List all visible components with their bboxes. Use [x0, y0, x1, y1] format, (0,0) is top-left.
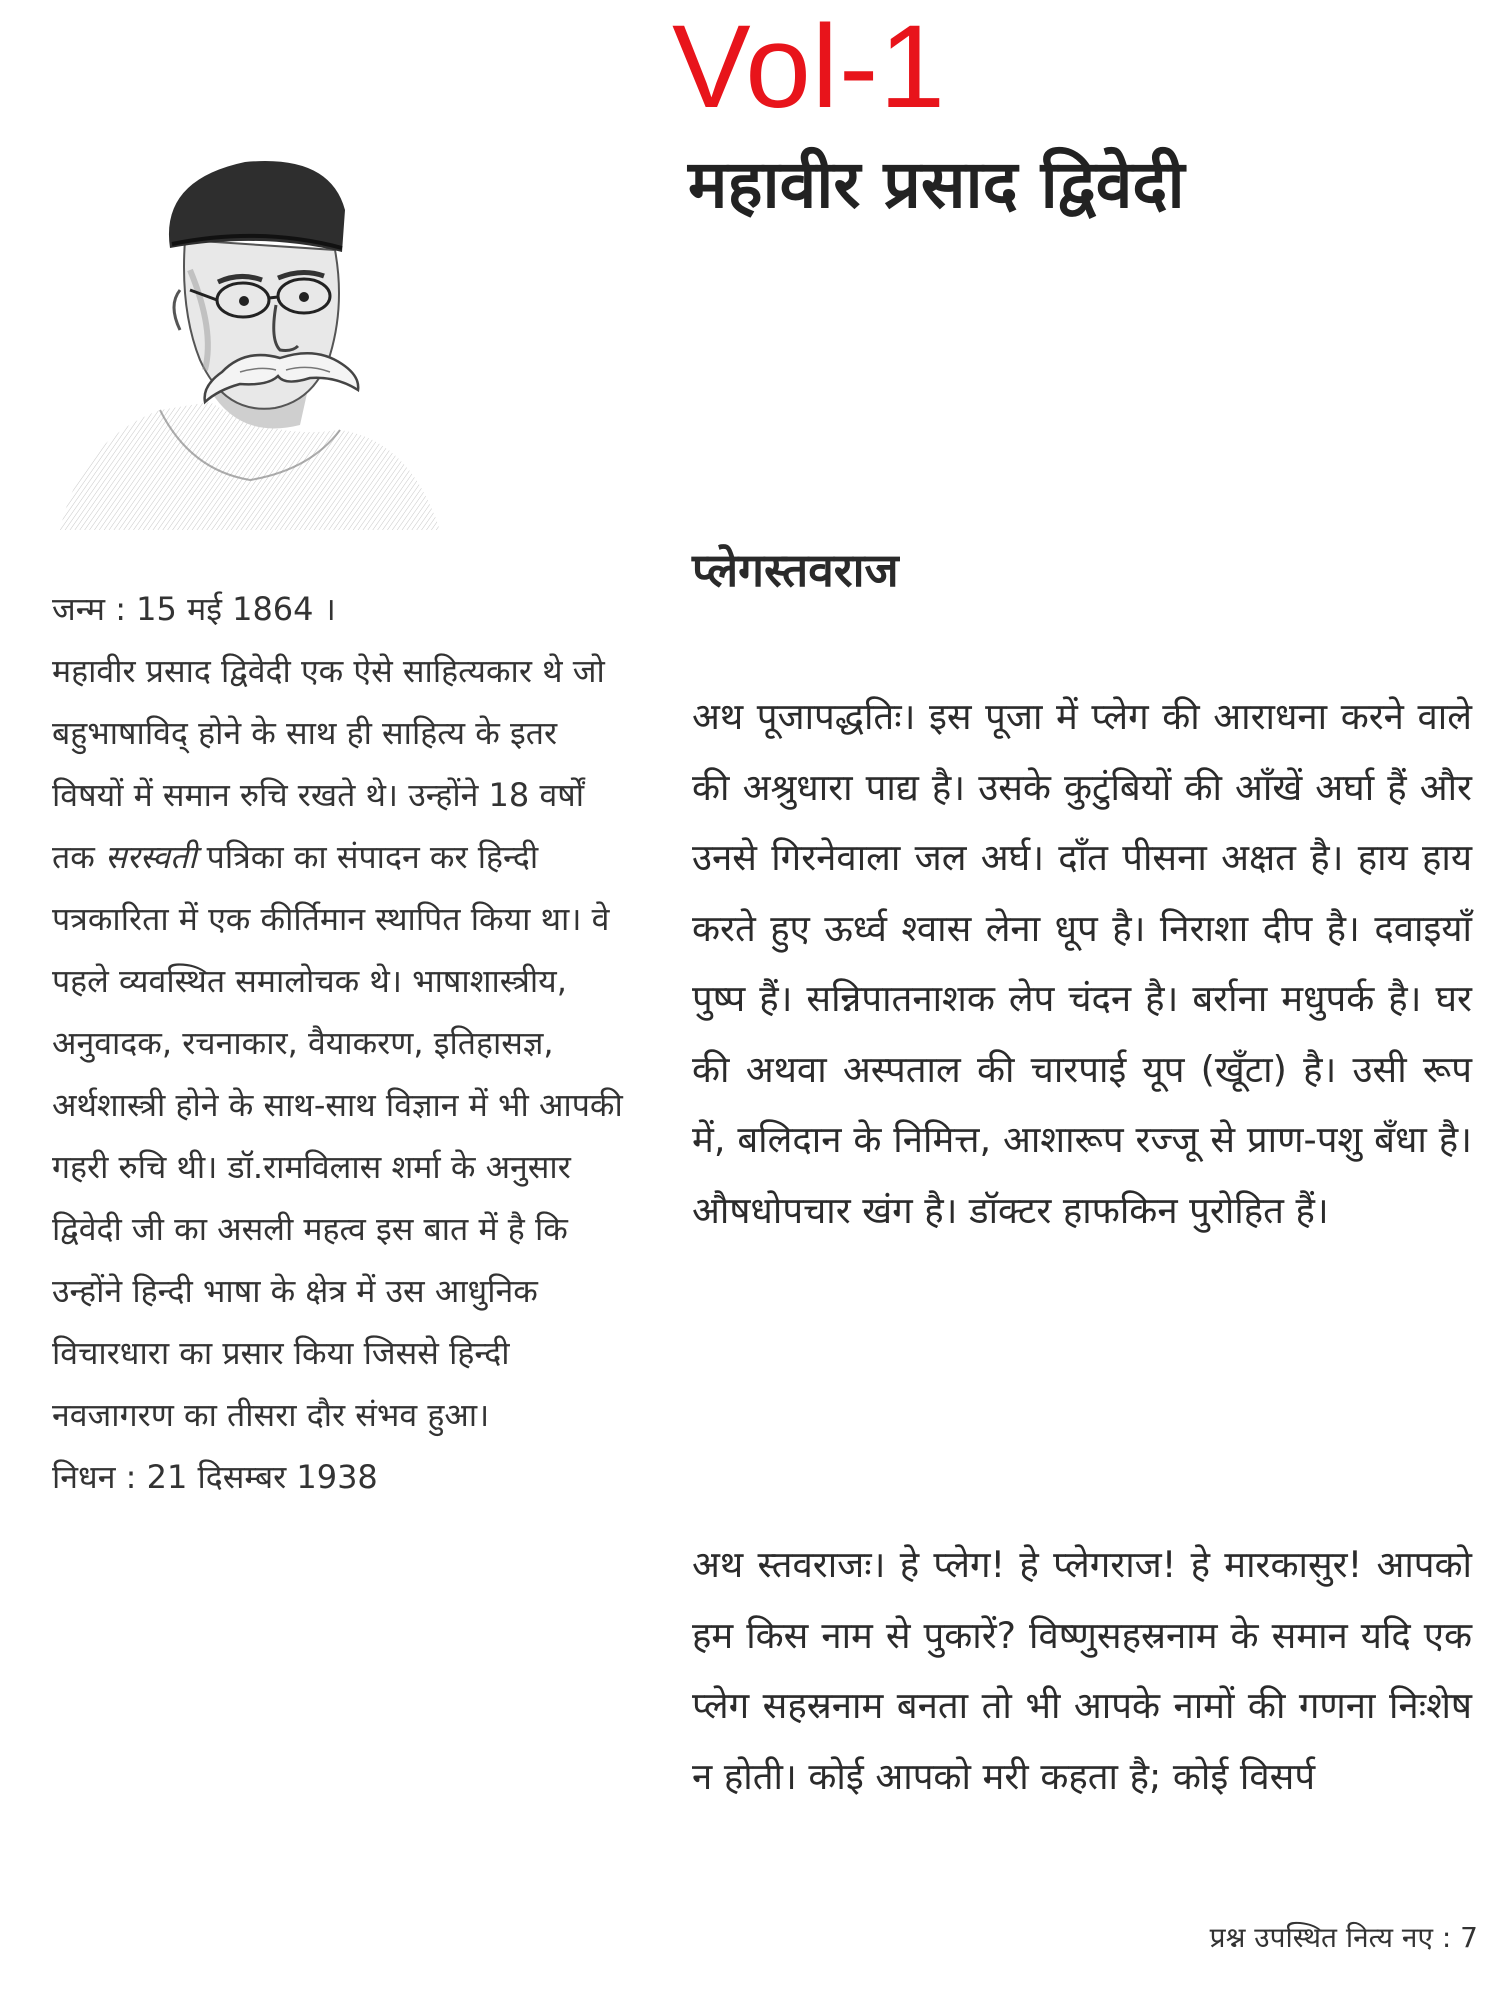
magazine-name: सरस्वती [105, 838, 197, 876]
paragraph-text: अथ स्तवराजः। हे प्लेग! हे प्लेगराज! हे मारकासुर! आपको हम किस नाम से पुकारें? विष्णुसहस्रनाम के समान यदि एक प्लेग सहस्रनाम बनता तो भी आपके नामों की गणना निःशेष न होती। कोई आपको मरी कहता है; कोई विसर्प [692, 1543, 1472, 1798]
page-footer: प्रश्न उपस्थित नित्य नए : 7 [1209, 1921, 1478, 1954]
birth-date: जन्म : 15 मई 1864 । [52, 590, 336, 628]
volume-label: Vol-1 [672, 1, 946, 133]
author-portrait-sketch [40, 140, 460, 540]
paragraph-text: अथ पूजापद्धतिः। इस पूजा में प्लेग की आराधना करने वाले की अश्रुधारा पाद्य है। उसके कुटुंबियों की आँखें अर्घा हैं और उनसे गिरनेवाला जल अर्घ। दाँत पीसना अक्षत है। हाय हाय करते हुए ऊर्ध्व श्वास लेना धूप है। निराशा दीप है। दवाइयाँ पुष्प हैं। सन्निपातनाशक लेप चंदन है। बर्राना मधुपर्क है। घर की अथवा अस्पताल की चारपाई यूप (खूँटा) है। उसी रूप में, बलिदान के निमित्त, आशारूप रज्जू से प्राण-पशु बँधा है। औषधोपचार खंग है। डॉक्टर हाफकिन पुरोहित हैं। [692, 695, 1472, 1232]
article-paragraph-2 [692, 1530, 1472, 1812]
author-biography [52, 578, 632, 1508]
biography-text [52, 640, 632, 1446]
article-paragraph-1 [692, 682, 1472, 1246]
biography-text-part-2: पत्रिका का संपादन कर हिन्दी पत्रकारिता में एक कीर्तिमान स्थापित किया था। वे पहले व्यवस्थित समालोचक थे। भाषाशास्त्रीय, अनुवादक, रचनाकार, वैयाकरण, इतिहासज्ञ, अर्थशास्त्री होने के साथ-साथ विज्ञान में भी आपकी गहरी रुचि थी। डॉ.रामविलास शर्मा के अनुसार द्विवेदी जी का असली महत्व इस बात में है कि उन्होंने हिन्दी भाषा के क्षेत्र में उस आधुनिक विचारधारा का प्रसार किया जिससे हिन्दी नवजागरण का तीसरा दौर संभव हुआ। [52, 838, 623, 1434]
article-title: प्लेगस्तवराज [692, 543, 899, 597]
death-date: निधन : 21 दिसम्बर 1938 [52, 1458, 378, 1496]
biography-text-part-1: महावीर प्रसाद द्विवेदी एक ऐसे साहित्यकार थे जो बहुभाषाविद् होने के साथ ही साहित्य के इतर विषयों में समान रुचि रखते थे। उन्होंने 18 वर्षों तक [52, 652, 605, 876]
author-title: महावीर प्रसाद द्विवेदी [688, 146, 1185, 223]
